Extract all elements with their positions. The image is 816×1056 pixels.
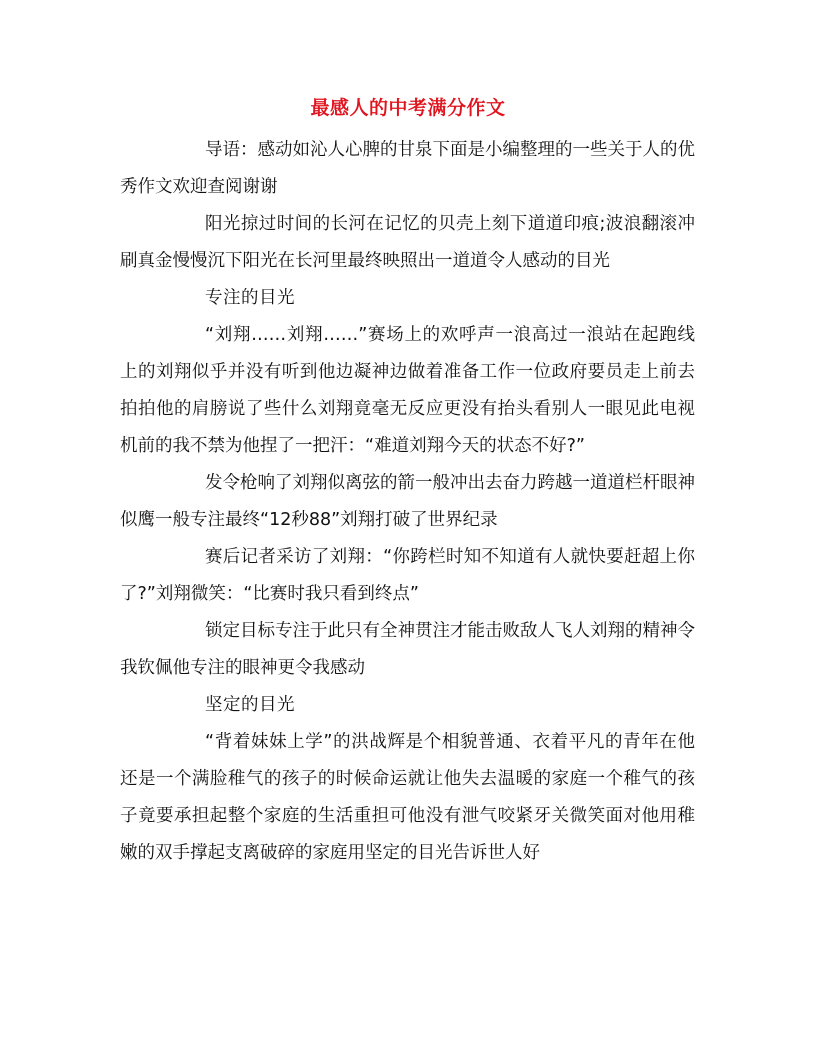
race-paragraph: 发令枪响了刘翔似离弦的箭一般冲出去奋力跨越一道道栏杆眼神似鹰一般专注最终“12秒88”刘翔打破了世界纪录 — [120, 473, 695, 530]
section-heading-focused-gaze: 专注的目光 — [205, 288, 295, 308]
hong-zhanhui-paragraph: “背着妹妹上学”的洪战辉是个相貌普通、衣着平凡的青年在他还是一个满脸稚气的孩子的时候命运就让他失去温暖的家庭一个稚气的孩子竟要承担起整个家庭的生活重担可他没有泄气咬紧牙关微笑面对他用稚嫩的双手撑起支离破碎的家庭用坚定的目光告诉世人好 — [120, 732, 695, 863]
liu-xiang-paragraph: “刘翔……刘翔……”赛场上的欢呼声一浪高过一浪站在起跑线上的刘翔似乎并没有听到他边凝神边做着准备工作一位政府要员走上前去拍拍他的肩膀说了些什么刘翔竟毫无反应更没有抬头看别人一眼见此电视机前的我不禁为他捏了一把汗：“难道刘翔今天的状态不好?” — [120, 325, 695, 456]
document-body — [120, 132, 695, 872]
opening-paragraph: 阳光掠过时间的长河在记忆的贝壳上刻下道道印痕;波浪翻滚冲刷真金慢慢沉下阳光在长河里最终映照出一道道令人感动的目光 — [120, 214, 695, 271]
document-title: 最感人的中考满分作文 — [310, 97, 506, 119]
intro-paragraph: 导语：感动如沁人心脾的甘泉下面是小编整理的一些关于人的优秀作文欢迎查阅谢谢 — [120, 140, 695, 197]
section-heading-firm-gaze: 坚定的目光 — [205, 695, 295, 715]
reflection-paragraph: 锁定目标专注于此只有全神贯注才能击败敌人飞人刘翔的精神令我钦佩他专注的眼神更令我感动 — [120, 621, 695, 678]
interview-paragraph: 赛后记者采访了刘翔：“你跨栏时知不知道有人就快要赶超上你了?”刘翔微笑：“比赛时我只看到终点” — [120, 547, 695, 604]
